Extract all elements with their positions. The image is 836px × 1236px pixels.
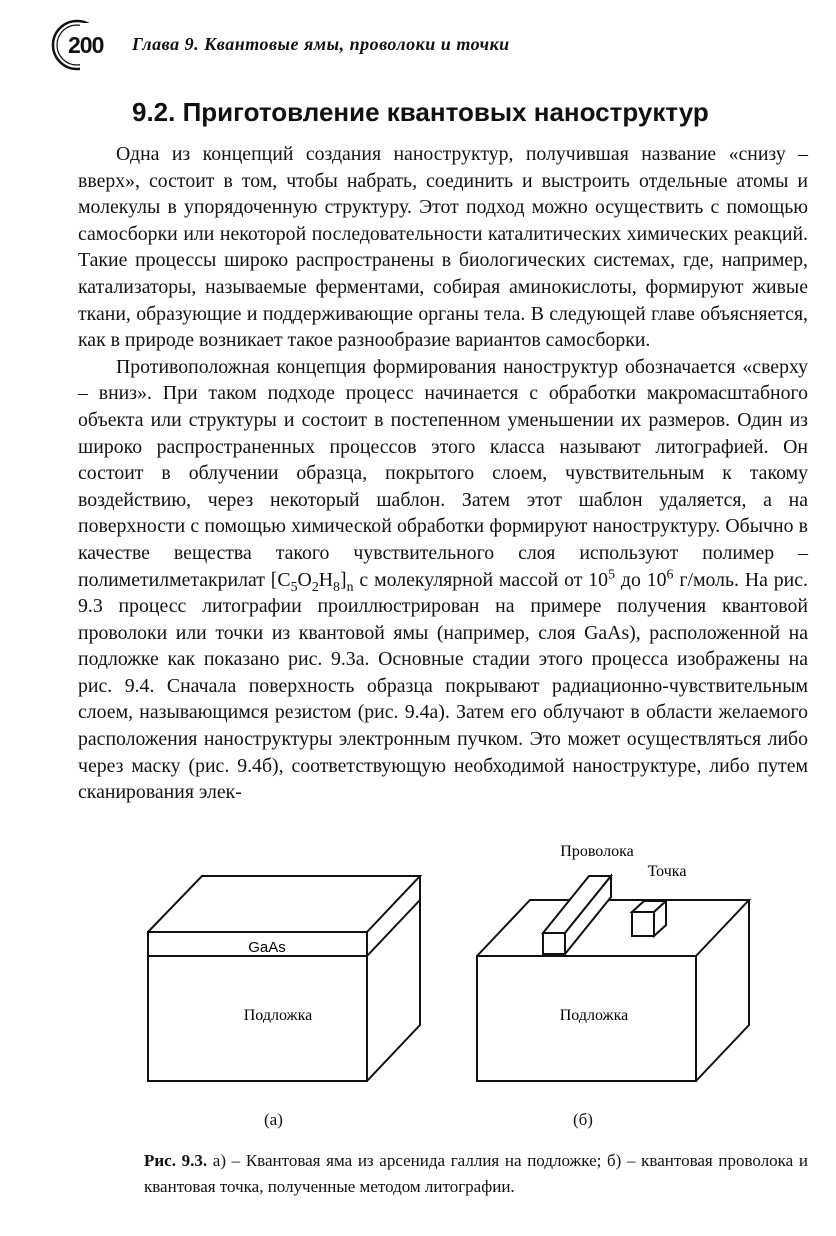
substrate-label-b: Подложка <box>559 1007 629 1024</box>
panel-b-box <box>477 900 749 1081</box>
panel-a-box <box>148 876 420 1081</box>
running-head: Глава 9. Квантовые ямы, проволоки и точки <box>132 34 510 54</box>
panel-b-label: (б) <box>573 1110 593 1129</box>
section-title: 9.2. Приготовление квантовых наноструктур <box>132 97 709 127</box>
dot-label: Точка <box>647 863 687 880</box>
gaas-label: GaAs <box>248 939 286 956</box>
page-header <box>50 18 610 74</box>
body-text <box>78 141 808 806</box>
figure-9-3 <box>0 840 836 1140</box>
caption-text: а) – Квантовая яма из арсенида галлия на подложке; б) – квантовая проволока и квантовая точка, полученные методом литографии. <box>144 1151 808 1196</box>
substrate-label-a: Подложка <box>243 1007 313 1024</box>
quantum-wire <box>543 876 611 954</box>
paragraph-1: Одна из концепций создания наноструктур, получившая название «снизу – вверх», состоит в том, чтобы набрать, соединить и выстроить отдельные атомы и молекулы в упорядоченную структуру. Этот подход можно осуществить с помощью самосборки или некоторой последовательности каталитических химических реакций. Такие процессы широко распространены в биологических системах, где, например, катализаторы, называемые ферментами, собирая аминокислоты, формируют живые ткани, образующие и поддерживающие органы тела. В следующей главе объясняется, как в природе возникает такое разнообразие вариантов самосборки. <box>78 143 808 352</box>
paragraph-2: Противоположная концепция формирования наноструктур обозначается «сверху – вниз». При таком подходе процесс начинается с обработки макромасштабного объекта или структуры и состоит в постепенном уменьшении их размеров. Один из широко распространенных процессов этого класса называют литографией. Он состоит в облучении образца, покрытого слоем, чувствительным к такому воздействию, через некоторый шаблон. Затем этот шаблон удаляется, а на поверхности с помощью химической обработки формируют наноструктуру. Обычно в качестве вещества такого чувствительного слоя используют полимер – полиметилметакрилат $[C_5O_2H_8]_n$ с молекулярной массой от $10^5$ до $10^6$ г/моль. На рис. 9.3 процесс литографии проиллюстрирован на примере получения квантовой проволоки или точки из квантовой ямы (например, слоя GaAs), расположенной на подложке как показано рис. 9.3а. Основные стадии этого процесса изображены на рис. 9.4. Сначала поверхность образца покрывают радиационно-чувствительным слоем, называющимся резистом (рис. 9.4а). Затем его облучают в области желаемого расположения наноструктуры электронным пучком. Это может осуществляться либо через маску (рис. 9.4б), соответствующую необходимой наноструктуре, либо путем сканирования элек- <box>78 355 808 804</box>
quantum-dot <box>632 901 666 936</box>
wire-label: Проволока <box>560 843 634 860</box>
caption-label: Рис. 9.3. <box>144 1151 208 1170</box>
figure-caption <box>144 1148 808 1200</box>
panel-a-label: (а) <box>264 1110 283 1129</box>
page-number: 200 <box>68 32 104 58</box>
